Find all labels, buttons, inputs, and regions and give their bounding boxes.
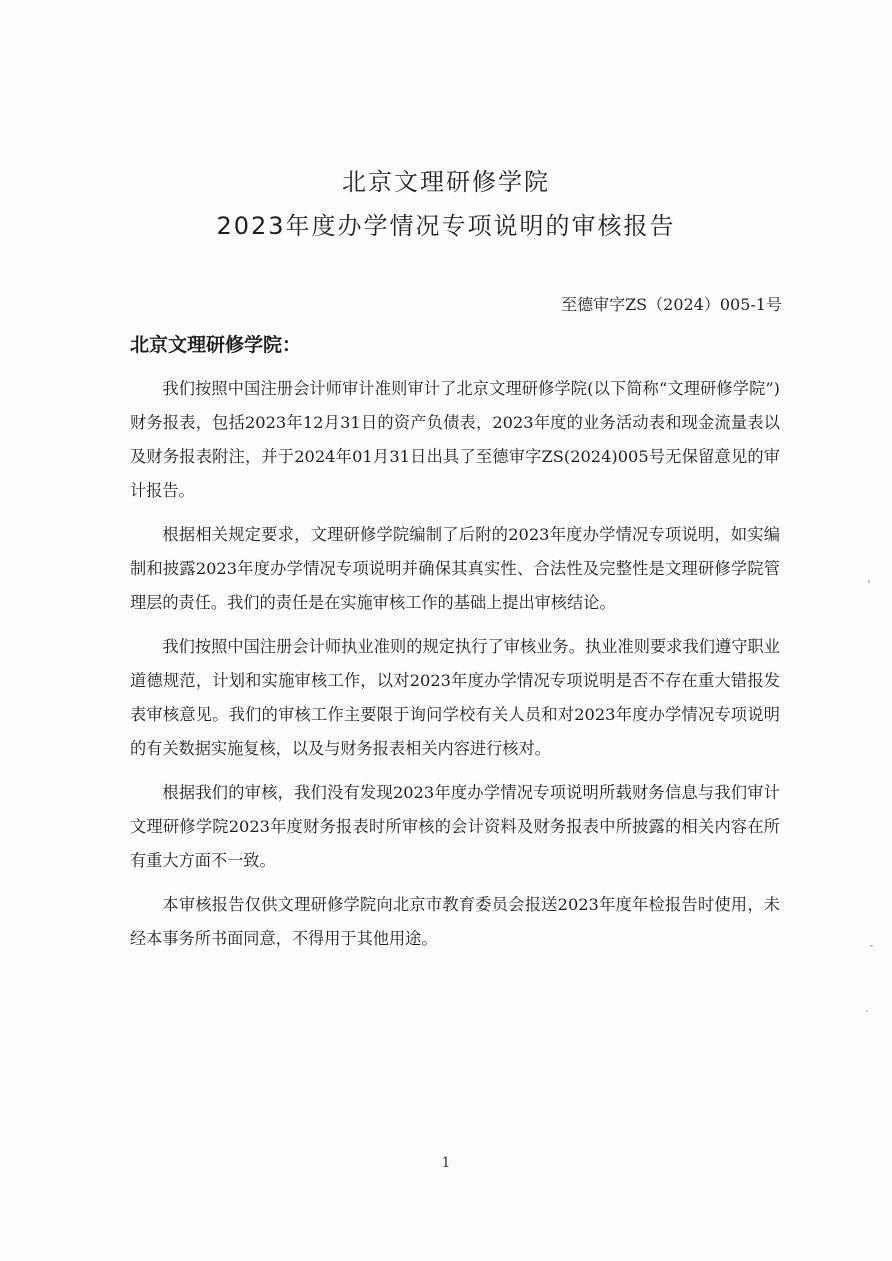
- report-body: [130, 372, 780, 966]
- paragraph-conclusion: 根据我们的审核，我们没有发现2023年度办学情况专项说明所载财务信息与我们审计文理研修学院2023年度财务报表时所审核的会计资料及财务报表中所披露的相关内容在所有重大方面不一致。: [130, 783, 780, 870]
- title-report: 2023年度办学情况专项说明的审核报告: [216, 212, 676, 240]
- paragraph-auditor-procedures: 我们按照中国注册会计师执业准则的规定执行了审核业务。执业准则要求我们遵守职业道德规范，计划和实施审核工作，以对2023年度办学情况专项说明是否不存在重大错报发表审核意见。我们的审核工作主要限于询问学校有关人员和对2023年度办学情况专项说明的有关数据实施复核，以及与财务报表相关内容进行核对。: [130, 637, 780, 758]
- document-number: 至德审字ZS（2024）005-1号: [561, 295, 782, 314]
- paragraph-usage-restriction: 本审核报告仅供文理研修学院向北京市教育委员会报送2023年度年检报告时使用，未经本事务所书面同意，不得用于其他用途。: [130, 895, 780, 948]
- scan-speck: [870, 945, 873, 947]
- page-number: 1: [441, 1155, 451, 1171]
- scan-speck: [868, 580, 870, 583]
- addressee: 北京文理研修学院：: [130, 334, 302, 356]
- paragraph-management-responsibility: 根据相关规定要求，文理研修学院编制了后附的2023年度办学情况专项说明，如实编制和披露2023年度办学情况专项说明并确保其真实性、合法性及完整性是文理研修学院管理层的责任。我们的责任是在实施审核工作的基础上提出审核结论。: [130, 525, 780, 612]
- title-institution: 北京文理研修学院: [342, 168, 550, 196]
- paragraph-audit-scope: 我们按照中国注册会计师审计准则审计了北京文理研修学院(以下简称“文理研修学院”)财务报表，包括2023年12月31日的资产负债表，2023年度的业务活动表和现金流量表以及财务报表附注，并于2024年01月31日出具了至德审字ZS(2024)005号无保留意见的审计报告。: [130, 379, 780, 500]
- scan-speck: [866, 1010, 868, 1012]
